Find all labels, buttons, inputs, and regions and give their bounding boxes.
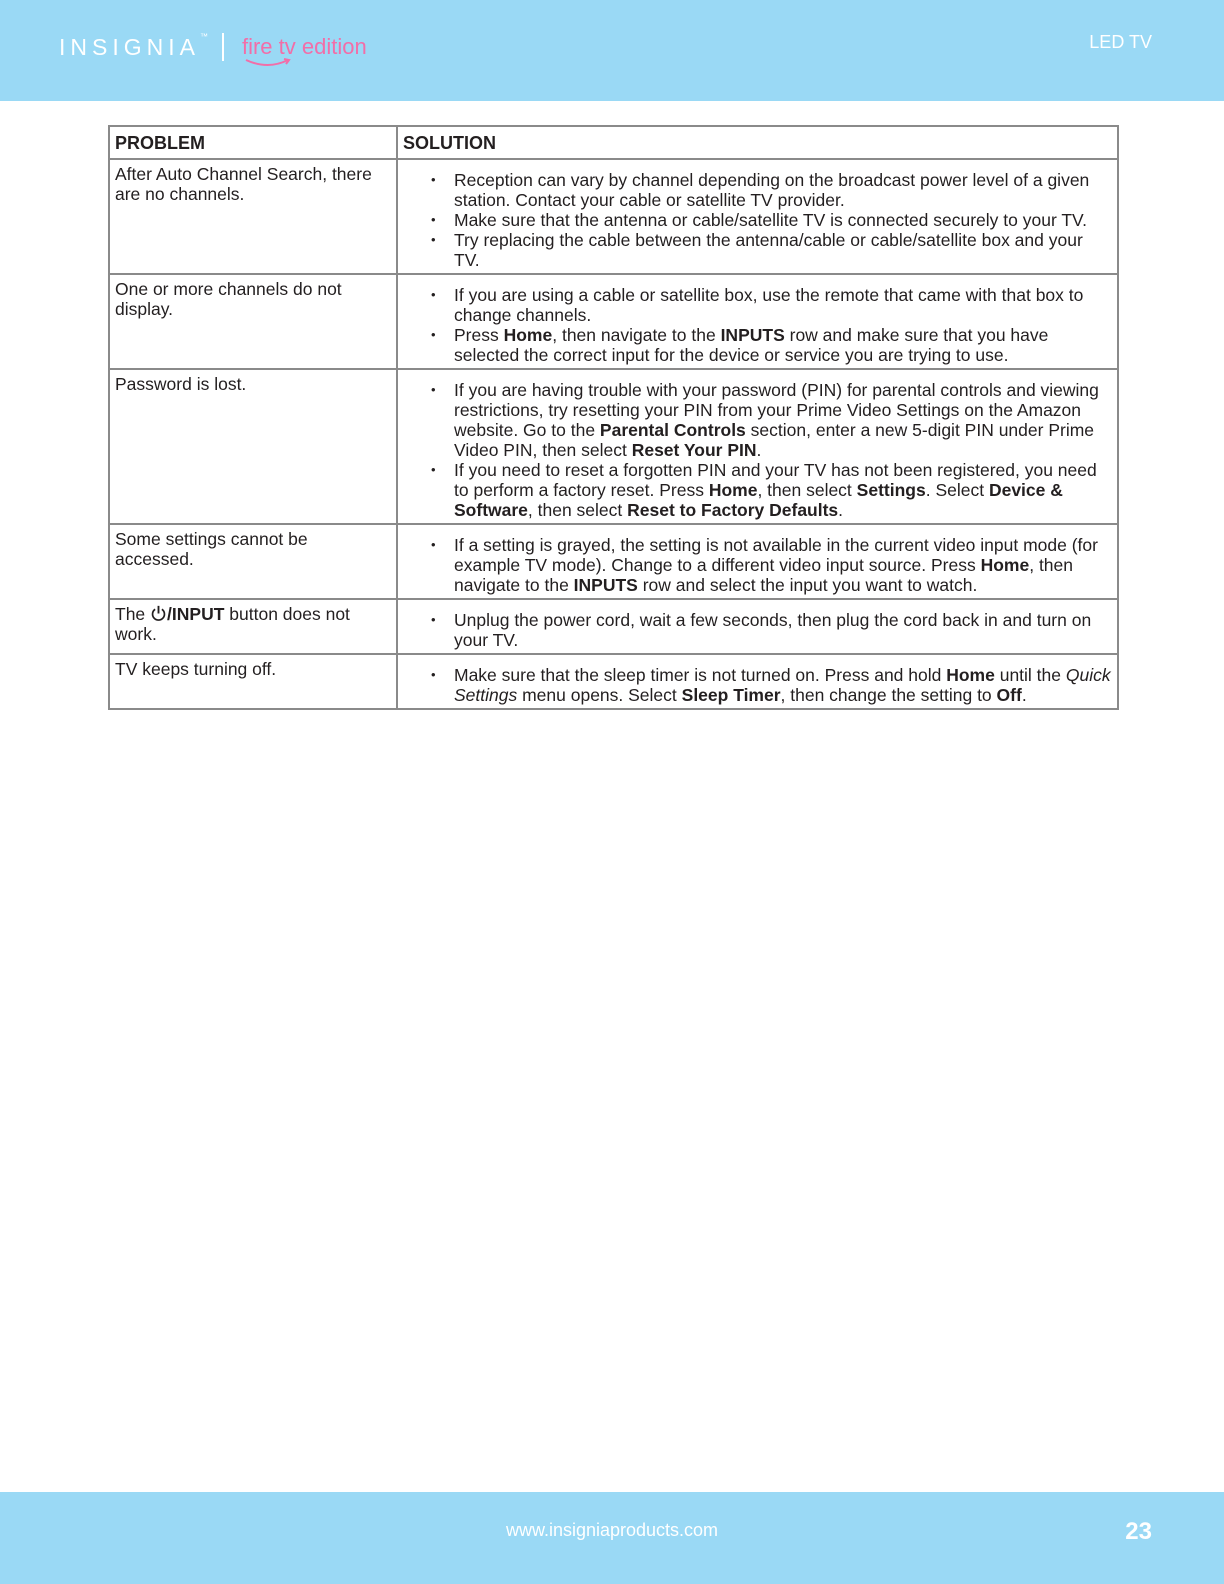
italic-term: Quick Settings xyxy=(454,665,1111,705)
bold-term: Sleep Timer xyxy=(681,685,781,705)
page-number: 23 xyxy=(1125,1518,1152,1545)
text-run: , then navigate to the xyxy=(454,555,1074,595)
bold-term: Reset to Factory Defaults xyxy=(627,500,839,520)
solution-cell xyxy=(397,159,1118,274)
table-row xyxy=(109,159,1118,274)
section-title: LED TV xyxy=(1089,32,1152,52)
bold-term: Off xyxy=(996,685,1022,705)
bullet-icon: • xyxy=(431,537,436,552)
list-item xyxy=(404,535,1111,595)
text-run: If you are having trouble with your password (PIN) for parental controls and viewing restrictions, try resetting your PIN from your Prime Video Settings on the Amazon website. Go to the xyxy=(454,380,1099,440)
text-run: , then navigate to the xyxy=(552,325,721,345)
list-item xyxy=(404,380,1111,460)
solution-list xyxy=(404,610,1111,650)
table-row xyxy=(109,524,1118,599)
bullet-icon: • xyxy=(431,212,436,227)
text-run: until the xyxy=(994,665,1066,685)
text-run: Unplug the power cord, wait a few seconds, then plug the cord back in and turn on your TV. xyxy=(454,610,1092,650)
list-item xyxy=(404,230,1111,270)
list-item xyxy=(404,210,1111,230)
problem-cell: After Auto Channel Search, there are no channels. xyxy=(109,159,397,274)
bullet-icon: • xyxy=(431,287,436,302)
list-item xyxy=(404,285,1111,325)
bold-term: Home xyxy=(708,480,758,500)
problem-header: PROBLEM xyxy=(109,126,397,159)
brand-divider xyxy=(222,33,224,61)
list-item xyxy=(404,610,1111,650)
problem-cell: TV keeps turning off. xyxy=(109,654,397,709)
solution-cell xyxy=(397,369,1118,524)
sub-brand: fire tv edition xyxy=(242,34,367,60)
text-run: , then change the setting to xyxy=(780,685,997,705)
bullet-icon: • xyxy=(431,462,436,477)
brand-name: INSIGNIA™ xyxy=(59,31,208,60)
bold-term: /INPUT xyxy=(167,604,225,624)
text-run: menu opens. Select xyxy=(517,685,682,705)
table-row xyxy=(109,369,1118,524)
text-run: Press xyxy=(454,325,504,345)
text-run: , then select xyxy=(757,480,857,500)
brand-logo xyxy=(59,30,367,64)
text-run: row and select the input you want to watch. xyxy=(637,575,978,595)
table-header-row xyxy=(109,126,1118,159)
bold-term: Parental Controls xyxy=(599,420,746,440)
table-row xyxy=(109,274,1118,369)
table-row xyxy=(109,654,1118,709)
list-item xyxy=(404,170,1111,210)
text-run: If you are using a cable or satellite box, use the remote that came with that box to change channels. xyxy=(454,285,1084,325)
bold-term: INPUTS xyxy=(720,325,785,345)
text-run: Reception can vary by channel depending on the broadcast power level of a given station. Contact your cable or satellite TV provider. xyxy=(454,170,1090,210)
text-run: Make sure that the sleep timer is not turned on. Press and hold xyxy=(454,665,947,685)
bullet-icon: • xyxy=(431,172,436,187)
bold-term: Home xyxy=(946,665,995,685)
header-band xyxy=(0,0,1224,101)
bullet-icon: • xyxy=(431,232,436,247)
footer-url[interactable]: www.insigniaproducts.com xyxy=(505,1520,719,1540)
solution-cell xyxy=(397,524,1118,599)
bullet-icon: • xyxy=(431,327,436,342)
text-run: , then select xyxy=(527,500,628,520)
power-icon xyxy=(150,605,167,622)
text-run: . xyxy=(756,440,762,460)
text-run: button does not work. xyxy=(115,604,350,644)
text-run: . Select xyxy=(925,480,989,500)
solution-header: SOLUTION xyxy=(397,126,1118,159)
solution-list xyxy=(404,665,1111,705)
bold-term: INPUTS xyxy=(573,575,638,595)
list-item xyxy=(404,460,1111,520)
bold-term: Home xyxy=(980,555,1030,575)
text-run: Make sure that the antenna or cable/satellite TV is connected securely to your TV. xyxy=(454,210,1087,230)
bullet-icon: • xyxy=(431,382,436,397)
solution-list xyxy=(404,535,1111,595)
list-item xyxy=(404,665,1111,705)
solution-cell xyxy=(397,599,1118,654)
solution-list xyxy=(404,170,1111,270)
bold-term: Reset Your PIN xyxy=(631,440,757,460)
problem-cell: Password is lost. xyxy=(109,369,397,524)
bullet-icon: • xyxy=(431,667,436,682)
text-run: If a setting is grayed, the setting is not available in the current video input mode (for example TV mode). Change to a different video input source. Press xyxy=(454,535,1098,575)
problem-cell: One or more channels do not display. xyxy=(109,274,397,369)
bullet-icon: • xyxy=(431,612,436,627)
table-row xyxy=(109,599,1118,654)
text-run: . xyxy=(838,500,844,520)
solution-list xyxy=(404,285,1111,365)
problem-cell xyxy=(109,599,397,654)
solution-list xyxy=(404,380,1111,520)
smile-arrow-icon xyxy=(244,58,292,68)
text-run: . xyxy=(1021,685,1027,705)
bold-term: Settings xyxy=(856,480,926,500)
troubleshooting-table xyxy=(108,125,1119,710)
text-run: If you need to reset a forgotten PIN and your TV has not been registered, you need to perform a factory reset. Press xyxy=(454,460,1097,500)
footer-band xyxy=(0,1492,1224,1584)
text-run: section, enter a new 5-digit PIN under Prime Video PIN, then select xyxy=(454,420,1095,460)
text-run: Try replacing the cable between the antenna/cable or cable/satellite box and your TV. xyxy=(454,230,1083,270)
text-run: The xyxy=(115,604,151,624)
solution-cell xyxy=(397,654,1118,709)
text-run: row and make sure that you have selected the correct input for the device or service you are trying to use. xyxy=(454,325,1049,365)
list-item xyxy=(404,325,1111,365)
bold-term: Home xyxy=(503,325,553,345)
problem-cell: Some settings cannot be accessed. xyxy=(109,524,397,599)
bold-term: Device & Software xyxy=(454,480,1063,520)
solution-cell xyxy=(397,274,1118,369)
